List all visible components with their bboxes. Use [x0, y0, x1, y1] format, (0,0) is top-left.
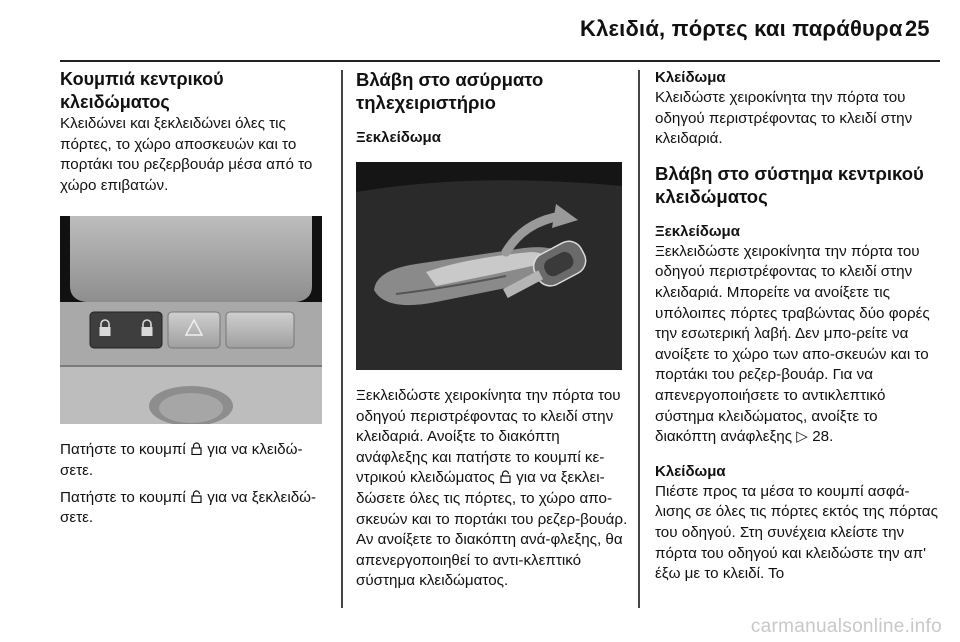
lock-instruction: Πατήστε το κουμπί για να κλειδώ-σετε.	[60, 441, 303, 479]
central-lock-buttons-photo	[60, 216, 322, 424]
column-1	[60, 68, 330, 529]
unlock-icon	[500, 470, 511, 483]
column-divider	[341, 70, 343, 608]
watermark: carmanualsonline.info	[750, 616, 942, 637]
unlock-icon	[191, 490, 202, 503]
page-number: 25	[905, 16, 930, 41]
subheading-unlock: Ξεκλείδωμα	[655, 222, 740, 240]
lock-icon	[191, 442, 202, 455]
intro-paragraph: Κλειδώνει και ξεκλειδώνει όλες τις πόρτες, το χώρο αποσκευών και το πορτάκι του ρεζερβουάρ μέσα από το χώρο επιβατών.	[60, 115, 313, 194]
column-2	[356, 68, 628, 592]
running-header-title: Κλειδιά, πόρτες και παράθυρα	[580, 16, 903, 41]
column-divider	[638, 70, 640, 608]
section-heading: Βλάβη στο ασύρματο τηλεχειριστήριο	[356, 69, 544, 113]
subheading-lock: Κλείδωμα	[655, 462, 726, 480]
section-heading: Κουμπιά κεντρικού κλειδώματος	[60, 69, 224, 112]
lock-paragraph: Κλειδώστε χειροκίνητα την πόρτα του οδηγού περιστρέφοντας το κλειδί στην κλειδαριά.	[655, 89, 913, 148]
subheading-unlock: Ξεκλείδωμα	[356, 129, 441, 146]
section-heading: Βλάβη στο σύστημα κεντρικού κλειδώματος	[655, 162, 924, 207]
unlock-instruction: Πατήστε το κουμπί για να ξεκλειδώ-σετε.	[60, 488, 317, 527]
arrow-ref-icon: ▷	[796, 428, 808, 446]
lock-manual-paragraph: Πιέστε προς τα μέσα το κουμπί ασφά-λισης σε όλες τις πόρτες εκτός της πόρτας του οδηγού. Στη συνέχεια κλείστε την πόρτα του οδηγού και κλειδώστε την απ' έξω με το κλειδί. Το	[655, 482, 938, 583]
unlock-paragraph: Ξεκλειδώστε χειροκίνητα την πόρτα του οδηγού περιστρέφοντας το κλειδί στην κλειδαριά. Ανοίξτε το διακόπτη ανάφλεξης και πατήστε το κουμπί κε-ντρικού κλειδώματος για να ξεκλει-δώσετε όλες τις πόρτες, το χώρο απο-σκευών και το πορτάκι του ρεζερ-βουάρ. Αν ανοίξετε το διακόπτη ανά-φλεξης, θα απενεργοποιηθεί το αντι-κλεπτικό σύστημα κλειδώματος.	[356, 387, 628, 590]
header-rule	[60, 60, 940, 62]
page-reference[interactable]: ▷ 28.	[796, 428, 834, 446]
column-3	[655, 68, 940, 585]
subheading-lock: Κλείδωμα	[655, 69, 726, 86]
door-handle-key-illustration	[356, 162, 622, 370]
unlock-paragraph: Ξεκλειδώστε χειροκίνητα την πόρτα του οδηγού περιστρέφοντας το κλειδί στην κλειδαριά. Μπορείτε να ανοίξετε τις υπόλοιπες πόρτες τραβώντας δύο φορές την εσωτερική λαβή. Δεν μπο-ρείτε να ανοίξετε το χώρο των απο-σκευών και το πορτάκι του ρεζερ-βουάρ. Για να απενεργοποιήσετε το αντικλεπτικό σύστημα κλειδώματος, ανοίξτε το διακόπτη ανάφλεξης ▷ 28.	[655, 242, 930, 446]
